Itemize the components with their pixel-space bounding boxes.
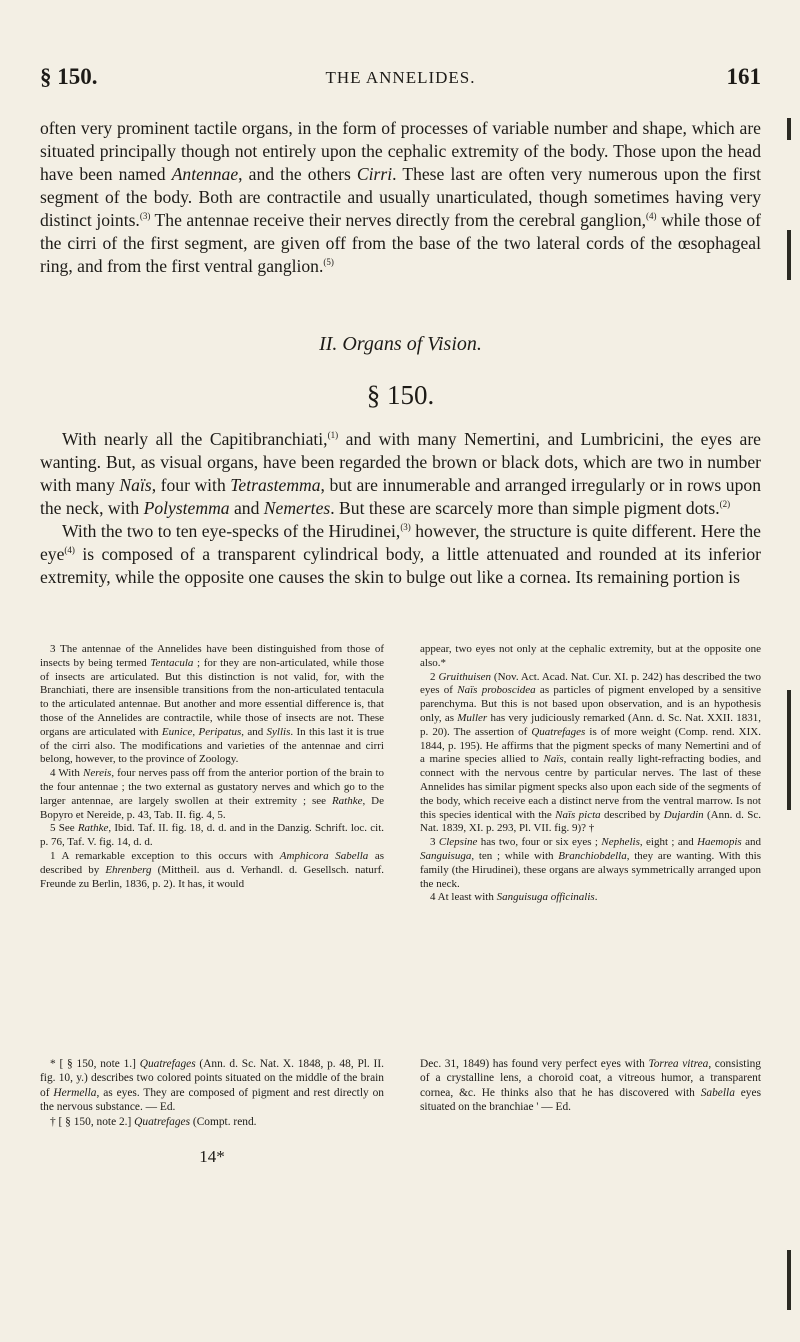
footnote: 1 A remarkable exception to this occurs with Amphicora Sabella as described by Ehrenberg (Mittheil. aus d. Verhandl. d. Gesellsch. naturf. Freunde zu Berlin, 1836, p. 2). It has, it would (40, 849, 385, 890)
running-header (40, 64, 761, 92)
footnotes-left-column (40, 643, 384, 891)
chapter-title: THE ANNELIDES. (325, 68, 476, 87)
section-number: § 150. (366, 380, 435, 410)
note-ref: (3) (139, 211, 151, 221)
paragraph: With the two to ten eye-specks of the Hirudinei,$^{(3)}$ however, the structure is quite different. Here the eye$^{(4)}$ is composed of a transparent cylindrical body, a little attenuated and rounded at its inferior extremity, while the opposite one causes the skin to bulge out like a cornea. Its remaining portion is (40, 521, 761, 587)
page-number: 161 (726, 64, 761, 89)
paragraph-vision (40, 428, 761, 589)
page-edge-mark (787, 1250, 791, 1310)
paragraph: With nearly all the Capitibranchiati,$^{(1)}$ and with many Nemertini, and Lumbricini, the eyes are wanting. But, as visual organs, have been regarded the brown or black dots, which are two in number with many Naïs, four with Tetrastemma, but are innumerable and arranged irregularly or in rows upon the neck, with Polystemma and Nemertes. But these are scarcely more than simple pigment dots.$^{(2)}$ (40, 429, 761, 518)
page-edge-mark (787, 118, 791, 140)
signature-mark: 14* (199, 1147, 225, 1166)
note-ref: (1) (327, 430, 339, 440)
footnote: 3 Clepsine has two, four or six eyes ; Nephelis, eight ; and Haemopis and Sanguisuga, ten ; while with Branchiobdella, they are wanting. With this family (the Hirudinei), these organs are always symmetrically arranged upon the neck. (420, 836, 761, 890)
page-edge-mark (787, 690, 791, 810)
editor-notes-left (40, 1057, 384, 1129)
note-ref: (4) (646, 211, 657, 221)
note-ref: (2) (719, 499, 731, 509)
note-ref: (3) (400, 522, 411, 532)
editor-notes-right (420, 1057, 761, 1115)
section-heading: II. Organs of Vision. (319, 333, 482, 355)
footnotes-right-column (420, 643, 761, 905)
paragraph-tactile-organs: often very prominent tactile organs, in the form of processes of variable number and shape, which are situated principally though not entirely upon the cephalic extremity of the body. Those upon the head have been named Antennae, and the others Cirri. These last are often very numerous upon the first segment of the body. Both are contractile and usually unarticulated, though sometimes having very distinct joints.$^{(3)}$ The antennae receive their nerves directly from the cerebral ganglion,$^{(4)}$ while those of the cirri of the first segment, are given off from the base of the two lateral cords of the œsophageal ring, and from the first ventral ganglion.$^{(5)}$ (40, 118, 762, 276)
footnote: appear, two eyes not only at the cephalic extremity, but at the opposite one also.* (420, 643, 761, 669)
editor-note: Dec. 31, 1849) has found very perfect eyes with Torrea vitrea, consisting of a crystalline lens, a choroid coat, a vitreous humor, a transparent cornea, &c. He thinks also that he has discovered with Sabella eyes situated on the branchiae ' — Ed. (420, 1058, 761, 1114)
editor-note: † [ § 150, note 2.] Quatrefages (Compt. rend. (50, 1115, 257, 1128)
editor-note: * [ § 150, note 1.] Quatrefages (Ann. d. Sc. Nat. X. 1848, p. 48, Pl. II. fig. 10, y.) describes two colored points situated on the middle of the brain of Hermella, as eyes. They are composed of pigment and rest directly on the nervous substance. — Ed. (40, 1058, 384, 1114)
note-ref: (4) (64, 545, 75, 555)
section-marker: § 150. (40, 64, 98, 89)
note-ref: (5) (323, 257, 334, 267)
footnote: 5 See Rathke, Ibid. Taf. II. fig. 18, d. d. and in the Danzig. Schrift. loc. cit. p. 76, Taf. V. fig. 14, d. d. (40, 822, 384, 849)
footnote: 3 The antennae of the Annelides have been distinguished from those of insects by being termed Tentacula ; for they are non-articulated, while those of insects are articulated. But this distinction is not valid, for, with the Branchiati, there are insensible transitions from the non-articulated tentacula to the articulated antennae. But another and more essential difference is, that those of the Annelides are contractile, while those of insects are not. These organs are articulated with Eunice, Peripatus, and Syllis. In this last it is true of the cirri also. The modifications and varieties of the antennae and cirri belong, however, to the province of Zoology. (40, 643, 384, 766)
page-edge-mark (787, 230, 791, 280)
footnote: 2 Gruithuisen (Nov. Act. Acad. Nat. Cur. XI. p. 242) has described the two eyes of Naïs proboscidea as particles of pigment enveloped by a sensitive parenchyma. But this is not based upon observation, and is an hypothesis only, as Muller has very judiciously remarked (Ann. d. Sc. Nat. XXII. 1831, p. 20). The assertion of Quatrefages is of more weight (Comp. rend. XIX. 1844, p. 195). He affirms that the pigment specks of many Nemertini and of a marine species allied to Naïs, contain really light-refracting bodies, and connect with the nervous centre by particular nerves. The last of these Annelides has similar pigment specks also upon each side of the segments of the body, which receive each a distinct nerve from the ventral marrow. Is not this species identical with the Naïs picta described by Dujardin (Ann. d. Sc. Nat. 1839, XI. p. 293, Pl. VII. fig. 9)? † (420, 670, 762, 835)
footnote: 4 With Nereis, four nerves pass off from the anterior portion of the brain to the four antennae ; the two external as gustatory nerves and which go to the larger antennae, are largely swollen at their extremity ; see Rathke, De Bopyro et Nereide, p. 43, Tab. II. fig. 4, 5. (40, 767, 385, 821)
footnote: 4 At least with Sanguisuga officinalis. (430, 891, 598, 904)
